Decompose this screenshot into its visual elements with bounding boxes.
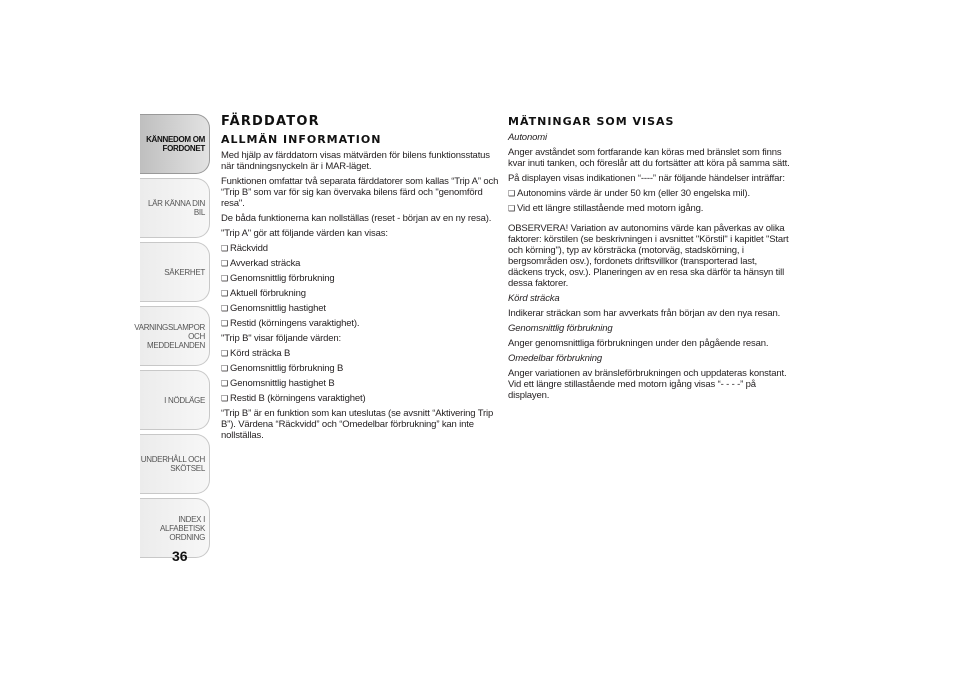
list-item: ❑ Avverkad sträcka	[221, 258, 499, 269]
page-number: 36	[172, 548, 188, 564]
chapter-tabs	[134, 114, 210, 562]
section-title: MÄTNINGAR SOM VISAS	[508, 115, 675, 128]
paragraph: Anger avståndet som fortfarande kan köras med bränslet som finns kvar inuti tanken, och föreslår att du fortsätter att köra på samma sätt.	[508, 147, 790, 169]
paragraph: "Trip B" visar följande värden:	[221, 333, 342, 344]
list-item: ❑ Körd sträcka B	[221, 348, 499, 359]
left-column	[221, 116, 499, 445]
list-item: ❑ Restid B (körningens varaktighet)	[221, 393, 499, 404]
paragraph: “Trip B” är en funktion som kan uteslutas (se avsnitt “Aktivering Trip B”). Värdena “Räckvidd” och “Omedelbar förbrukning” kan inte nollställas.	[221, 408, 494, 441]
paragraph: Indikerar sträckan som har avverkats från början av den nya resan.	[508, 308, 781, 319]
list-item: ❑ Genomsnittlig förbrukning B	[221, 363, 499, 374]
list-item: ❑ Autonomins värde är under 50 km (eller 30 engelska mil).	[508, 188, 790, 199]
subheading: Autonomi	[508, 132, 547, 143]
tab-varningslampor[interactable]	[134, 306, 210, 366]
paragraph: "Trip A" gör att följande värden kan visas:	[221, 228, 388, 239]
section-title: FÄRDDATOR	[221, 114, 320, 129]
right-column	[508, 116, 790, 405]
paragraph: Med hjälp av färddatorn visas mätvärden för bilens funktionsstatus när tändningsnyckeln är i MAR-läget.	[221, 150, 490, 172]
tab-label: SKÖTSEL	[170, 464, 205, 473]
subheading: Omedelbar förbrukning	[508, 353, 603, 364]
list-item: ❑ Räckvidd	[221, 243, 499, 254]
subheading: Körd sträcka	[508, 293, 560, 304]
list-item: ❑ Aktuell förbrukning	[221, 288, 499, 299]
tab-label: KÄNNEDOM OM	[146, 135, 205, 144]
paragraph: De båda funktionerna kan nollställas (reset - början av en ny resa).	[221, 213, 492, 224]
tab-label: ORDNING	[169, 532, 205, 542]
tab-label: OCH MEDDELANDEN	[146, 331, 205, 350]
tab-label: INDEX I ALFABETISK	[159, 514, 205, 533]
tab-sakerhet[interactable]	[140, 242, 210, 302]
paragraph: Funktionen omfattar två separata färddatorer som kallas “Trip A” och “Trip B” som var för sig kan övervaka bilens färd och "genomförd resa".	[221, 176, 499, 209]
paragraph: Anger variationen av bränsleförbrukningen och uppdateras konstant. Vid ett längre stillastående med motorn igång visas “- - - -” på displayen.	[508, 368, 787, 401]
tab-label: SÄKERHET	[164, 267, 205, 277]
subheading: Genomsnittlig förbrukning	[508, 323, 613, 334]
tab-label: UNDERHÅLL OCH	[140, 455, 205, 464]
section-subtitle: ALLMÄN INFORMATION	[221, 133, 382, 146]
tab-label: VARNINGSLAMPOR	[134, 322, 205, 332]
paragraph: På displayen visas indikationen “----” när följande händelser inträffar:	[508, 173, 785, 184]
tab-lar-kanna-din-bil[interactable]	[140, 178, 210, 238]
tab-underhall[interactable]	[140, 434, 210, 494]
tab-i-nodlage[interactable]	[140, 370, 210, 430]
tab-kannedom-om-fordonet[interactable]	[140, 114, 210, 174]
list-item: ❑ Genomsnittlig hastighet B	[221, 378, 499, 389]
list-item: ❑ Genomsnittlig förbrukning	[221, 273, 499, 284]
paragraph: Anger genomsnittliga förbrukningen under den pågående resan.	[508, 338, 769, 349]
list-item: ❑ Vid ett längre stillastående med motorn igång.	[508, 203, 790, 214]
note-paragraph: OBSERVERA! Variation av autonomins värde kan påverkas av olika faktorer: körstilen (se beskrivningen i avsnittet "Körstil" i kapitlet "Start och körning"), typ av körsträcka (motorväg, stadskörning, i bergsområden osv.), fordonets driftsvillkor (transporterad last, däckens tryck, osv.). Planeringen av en resa ska därför ta hänsyn till dessa faktorer.	[508, 223, 789, 289]
list-item: ❑ Genomsnittlig hastighet	[221, 303, 499, 314]
tab-label: LÄR KÄNNA DIN BIL	[147, 199, 205, 217]
tab-label: FORDONET	[162, 144, 205, 153]
list-item: ❑ Restid (körningens varaktighet).	[221, 318, 499, 329]
tab-label: I NÖDLÄGE	[164, 395, 205, 405]
